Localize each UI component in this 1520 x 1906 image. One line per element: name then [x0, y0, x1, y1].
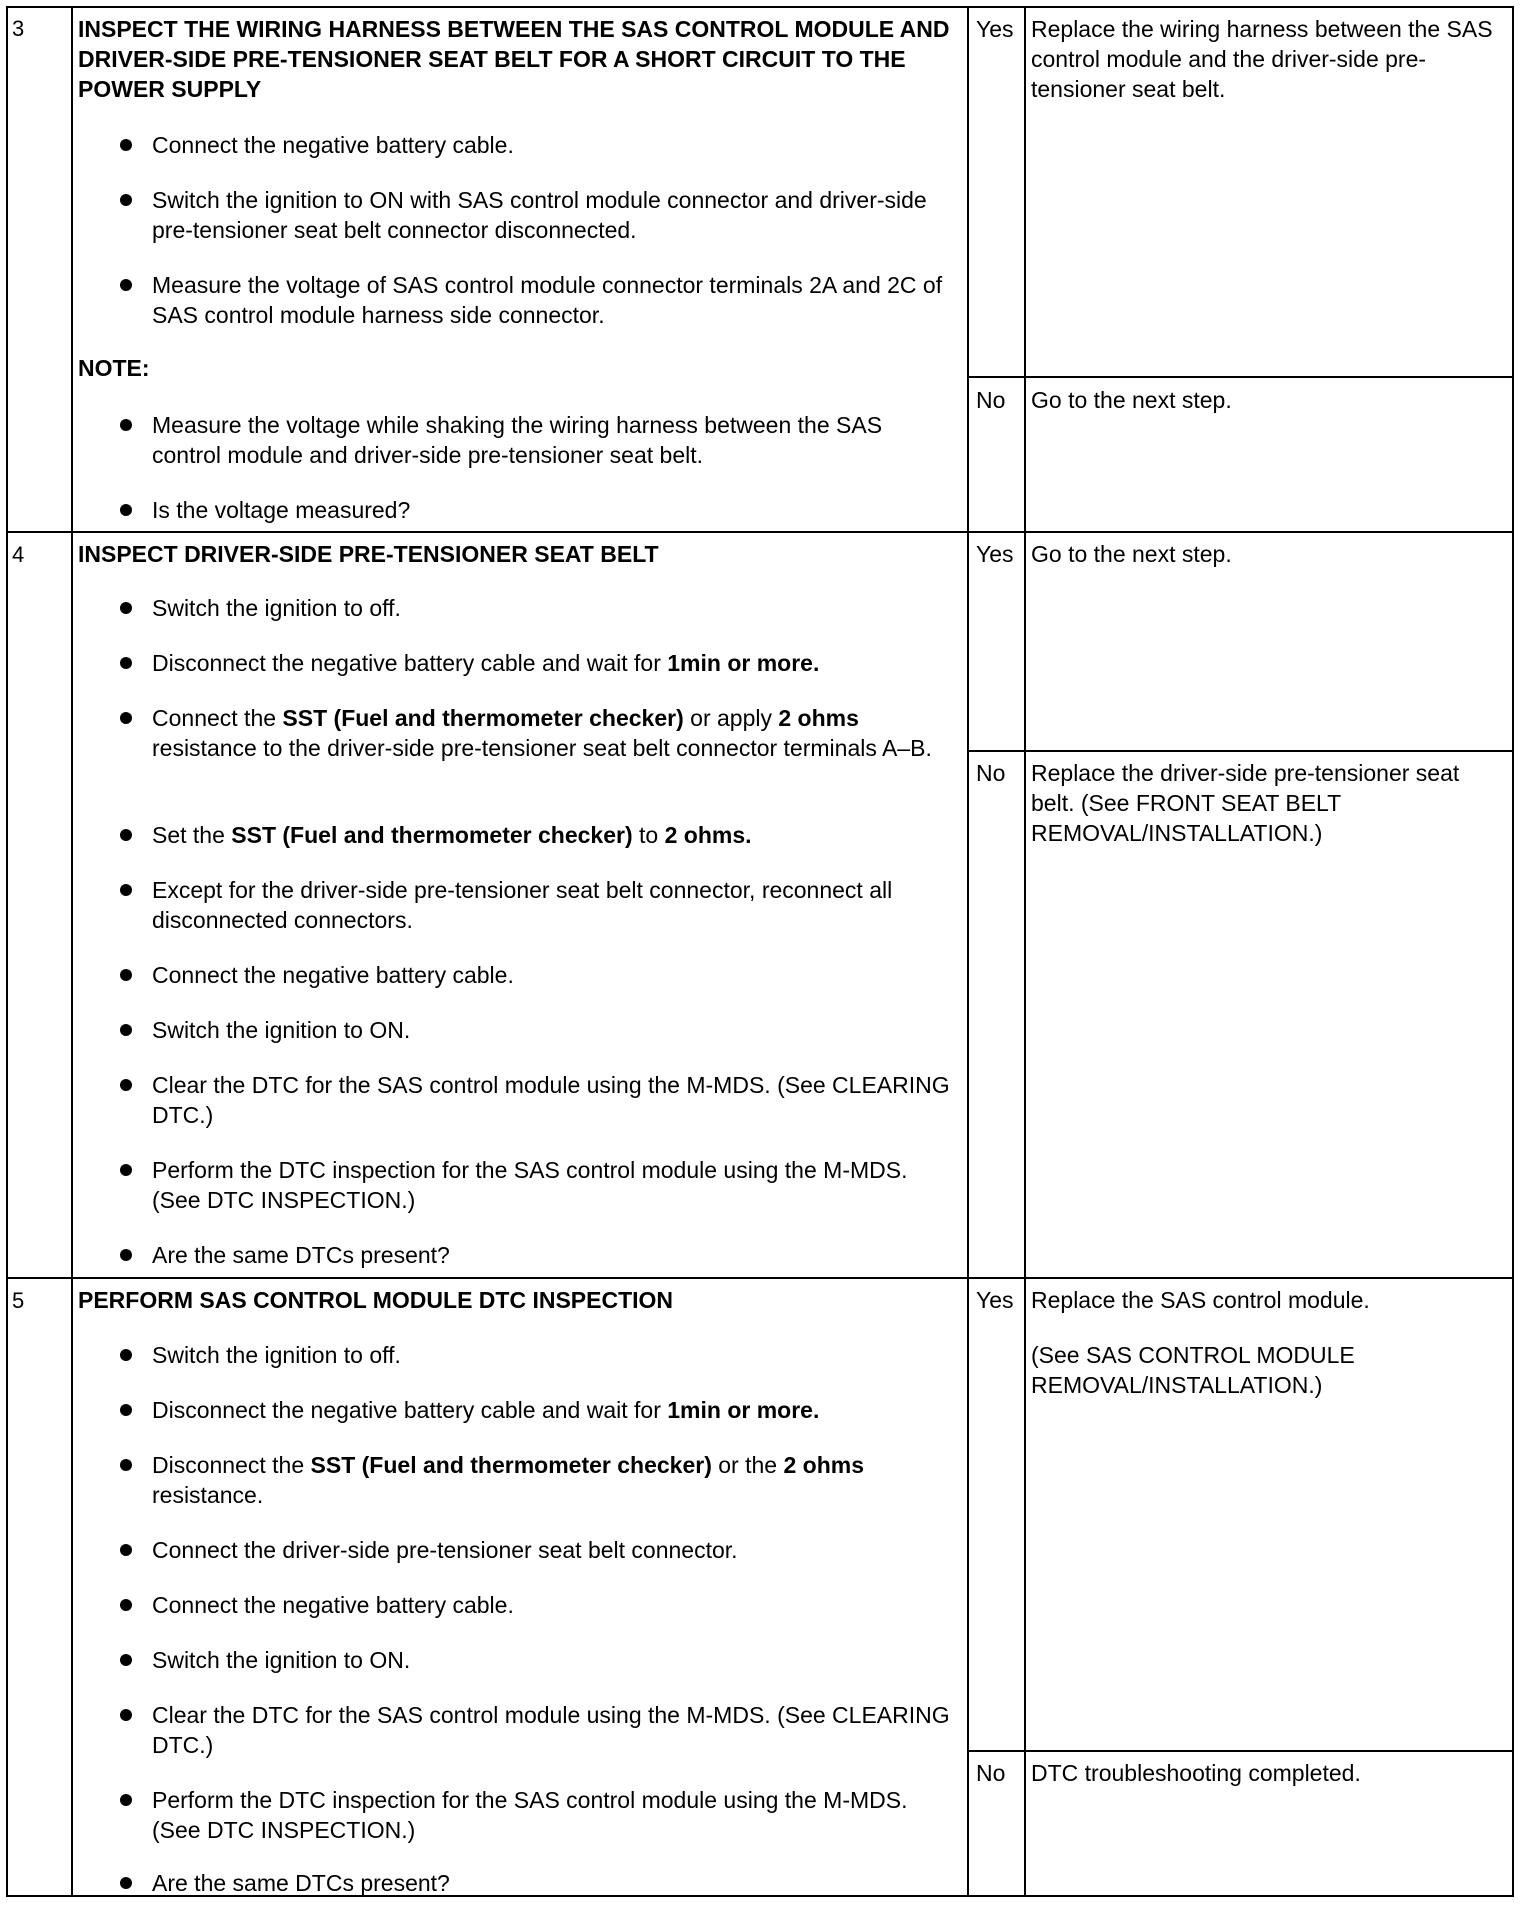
yes-action: Go to the next step.: [1031, 541, 1232, 567]
list-item-text: Connect the negative battery cable.: [152, 1592, 514, 1618]
yes-label: Yes: [976, 1287, 1014, 1313]
bullet-icon: [120, 1877, 132, 1889]
bullet-icon: [120, 504, 132, 516]
list-item-text: Clear the DTC for the SAS control module using the M-MDS. (See CLEARING DTC.): [152, 1072, 950, 1128]
list-item-text: Disconnect the SST (Fuel and thermometer checker) or the 2 ohms resistance.: [152, 1452, 865, 1508]
list-item-text: Is the voltage measured?: [152, 497, 411, 523]
list-item-text: Connect the negative battery cable.: [152, 132, 514, 158]
column-divider-result: [967, 7, 969, 1897]
no-action: DTC troubleshooting completed.: [1031, 1760, 1361, 1786]
bullet-icon: [120, 1654, 132, 1666]
bullet-icon: [120, 1349, 132, 1361]
bullet-icon: [120, 1164, 132, 1176]
no-action: Go to the next step.: [1031, 387, 1232, 413]
column-divider-action: [1024, 7, 1026, 1897]
list-item-text: Set the SST (Fuel and thermometer checker) to 2 ohms.: [152, 822, 752, 848]
bullet-icon: [120, 279, 132, 291]
table-border-top: [6, 6, 1514, 8]
note-label: NOTE:: [78, 355, 150, 381]
table-border-left: [6, 7, 8, 1897]
list-item-text: Disconnect the negative battery cable and wait for 1min or more.: [152, 650, 820, 676]
bullet-icon: [120, 1544, 132, 1556]
yes-label: Yes: [976, 16, 1014, 42]
bullet-icon: [120, 1599, 132, 1611]
column-divider-step: [71, 7, 73, 1897]
bullet-icon: [120, 1404, 132, 1416]
bullet-icon: [120, 712, 132, 724]
list-item-text: Perform the DTC inspection for the SAS control module using the M-MDS. (See DTC INSPECTION.): [152, 1157, 908, 1213]
bullet-icon: [120, 602, 132, 614]
list-item-text: Except for the driver-side pre-tensioner seat belt connector, reconnect all disconnected connectors.: [152, 877, 893, 933]
list-item-text: Measure the voltage of SAS control module connector terminals 2A and 2C of SAS control module harness side connector.: [152, 272, 943, 328]
bullet-icon: [120, 1024, 132, 1036]
table-border-right: [1512, 7, 1514, 1897]
bullet-icon: [120, 884, 132, 896]
bullet-icon: [120, 829, 132, 841]
no-action: Replace the driver-side pre-tensioner seat belt. (See FRONT SEAT BELT REMOVAL/INSTALLATION.): [1031, 760, 1460, 846]
no-label: No: [976, 387, 1006, 413]
bullet-icon: [120, 194, 132, 206]
list-item-text: Connect the driver-side pre-tensioner seat belt connector.: [152, 1537, 738, 1563]
bullet-icon: [120, 1249, 132, 1261]
no-label: No: [976, 760, 1006, 786]
yes-action: Replace the SAS control module.: [1031, 1287, 1370, 1313]
step-title: INSPECT THE WIRING HARNESS BETWEEN THE SAS CONTROL MODULE AND DRIVER-SIDE PRE-TENSIONER SEAT BELT FOR A SHORT CIRCUIT TO THE POWER SUPPLY: [78, 16, 950, 102]
bullet-icon: [120, 1079, 132, 1091]
yes-label: Yes: [976, 541, 1014, 567]
list-item-text: Connect the negative battery cable.: [152, 962, 514, 988]
step-number: 4: [12, 542, 25, 567]
list-item-text: Clear the DTC for the SAS control module using the M-MDS. (See CLEARING DTC.): [152, 1702, 950, 1758]
yes-no-divider-step-3: [967, 376, 1514, 378]
bullet-icon: [120, 969, 132, 981]
list-item-text: Switch the ignition to off.: [152, 595, 401, 621]
row-divider-3-4: [6, 531, 1514, 533]
no-label: No: [976, 1760, 1006, 1786]
list-item-text: Measure the voltage while shaking the wiring harness between the SAS control module and driver-side pre-tensioner seat belt.: [152, 412, 883, 468]
step-number: 5: [12, 1288, 25, 1313]
yes-no-divider-step-4: [967, 750, 1514, 752]
list-item-text: Switch the ignition to off.: [152, 1342, 401, 1368]
yes-action-reference: (See SAS CONTROL MODULE REMOVAL/INSTALLATION.): [1031, 1342, 1355, 1398]
bullet-icon: [120, 1709, 132, 1721]
step-title: PERFORM SAS CONTROL MODULE DTC INSPECTION: [78, 1287, 674, 1313]
bullet-icon: [120, 1794, 132, 1806]
bullet-icon: [120, 419, 132, 431]
yes-action: Replace the wiring harness between the SAS control module and the driver-side pre-tensioner seat belt.: [1031, 16, 1493, 102]
bullet-icon: [120, 657, 132, 669]
list-item-text: Switch the ignition to ON with SAS control module connector and driver-side pre-tensioner seat belt connector disconnected.: [152, 187, 927, 243]
list-item-text: Switch the ignition to ON.: [152, 1647, 411, 1673]
list-item-text: Connect the SST (Fuel and thermometer checker) or apply 2 ohms resistance to the driver-side pre-tensioner seat belt connector terminals A–B.: [152, 705, 932, 761]
row-divider-4-5: [6, 1277, 1514, 1279]
bullet-icon: [120, 139, 132, 151]
list-item-text: Are the same DTCs present?: [152, 1242, 450, 1268]
step-title: INSPECT DRIVER-SIDE PRE-TENSIONER SEAT BELT: [78, 541, 659, 567]
list-item-text: Disconnect the negative battery cable and wait for 1min or more.: [152, 1397, 820, 1423]
list-item-text: Perform the DTC inspection for the SAS control module using the M-MDS. (See DTC INSPECTION.): [152, 1787, 908, 1843]
yes-no-divider-step-5: [967, 1750, 1514, 1752]
list-item-text: Are the same DTCs present?: [152, 1870, 450, 1896]
step-number: 3: [12, 16, 25, 41]
bullet-icon: [120, 1459, 132, 1471]
list-item-text: Switch the ignition to ON.: [152, 1017, 411, 1043]
